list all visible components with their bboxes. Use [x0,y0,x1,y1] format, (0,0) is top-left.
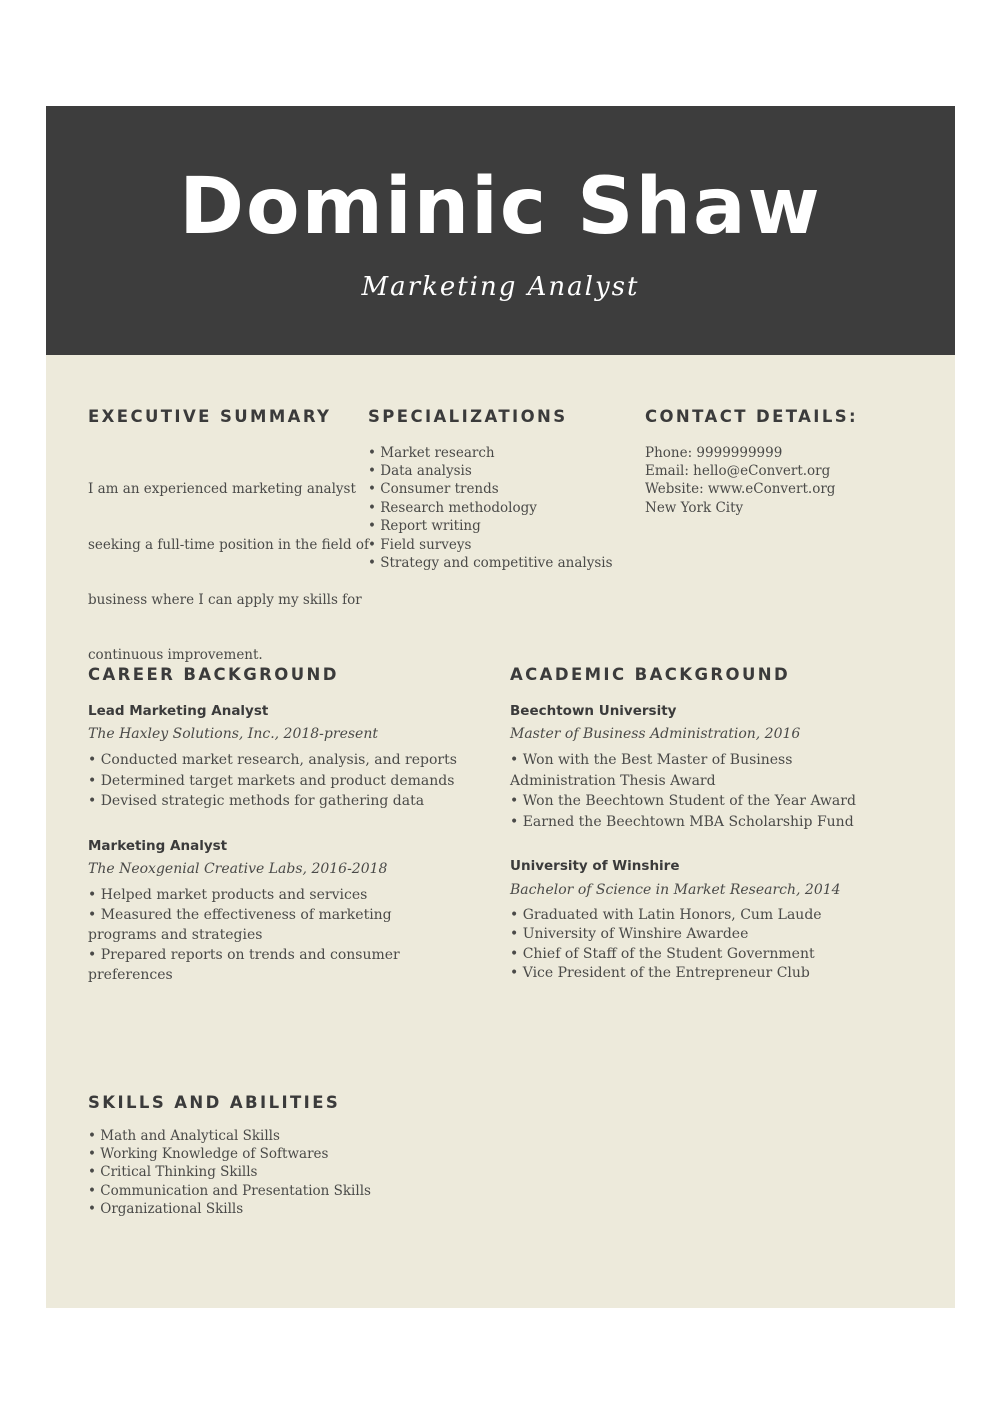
school-name: University of Winshire [510,858,680,874]
executive-summary-section [88,407,370,701]
list-item: • Math and Analytical Skills [88,1127,280,1144]
list-item: • Devised strategic methods for gathering data [88,793,425,809]
list-item: • Chief of Staff of the Student Government [510,945,815,962]
job-bullets [88,885,463,985]
list-item: • Research methodology [368,499,537,516]
list-item: • Won the Beechtown Student of the Year Award [510,793,856,809]
list-item: • Data analysis [368,462,472,479]
school-entry [510,702,875,833]
summary-line: continuous improvement. [88,646,263,663]
list-item: • Market research [368,444,495,461]
job-company: The Haxley Solutions, Inc., 2018-present [88,726,378,742]
academic-heading: ACADEMIC BACKGROUND [510,665,791,684]
academic-section [510,667,875,1012]
list-item: • Organizational Skills [88,1201,244,1218]
list-item: • Determined target markets and product demands [88,772,455,789]
list-item: • Won with the Best Master of Business Administration Thesis Award [510,752,793,789]
job-entry [88,837,463,986]
list-item: • University of Winshire Awardee [510,926,749,942]
candidate-name: Dominic Shaw [179,162,822,252]
specializations-section [368,409,628,572]
resume-header [46,106,955,355]
contact-section [645,409,915,517]
candidate-role: Marketing Analyst [361,272,640,302]
list-item: • Graduated with Latin Honors, Cum Laude [510,906,822,923]
school-bullets [510,906,875,984]
contact-website: Website: www.eConvert.org [645,481,836,498]
career-heading: CAREER BACKGROUND [88,665,339,684]
skills-list [88,1127,418,1219]
specializations-list [368,444,628,573]
list-item: • Helped market products and services [88,887,368,903]
school-entry [510,860,875,984]
job-company: The Neoxgenial Creative Labs, 2016-2018 [88,861,388,877]
resume-sheet [46,106,955,1308]
career-section [88,667,463,1013]
list-item: • Report writing [368,518,481,535]
list-item: • Conducted market research, analysis, and reports [88,752,457,768]
list-item: • Earned the Beechtown MBA Scholarship Fund [510,813,854,830]
list-item: • Consumer trends [368,481,499,498]
executive-summary-text [88,444,370,702]
summary-line: I am an experienced marketing analyst [88,481,356,498]
list-item: • Field surveys [368,536,472,553]
list-item: • Measured the effectiveness of marketing programs and strategies [88,907,392,943]
list-item: • Strategy and competitive analysis [368,554,613,571]
job-entry [88,702,463,812]
contact-list [645,444,915,518]
executive-summary-heading: EXECUTIVE SUMMARY [88,407,332,426]
contact-phone: Phone: 9999999999 [645,444,783,461]
specializations-heading: SPECIALIZATIONS [368,407,568,426]
summary-line: business where I can apply my skills for [88,591,362,608]
list-item: • Vice President of the Entrepreneur Club [510,965,810,981]
school-bullets [510,750,875,832]
school-name: Beechtown University [510,702,677,719]
contact-city: New York City [645,499,744,516]
skills-section [88,1095,418,1219]
list-item: • Working Knowledge of Softwares [88,1145,329,1162]
list-item: • Critical Thinking Skills [88,1164,258,1181]
job-title: Marketing Analyst [88,837,228,854]
skills-heading: SKILLS AND ABILITIES [88,1093,341,1112]
school-degree: Master of Business Administration, 2016 [510,726,801,742]
contact-email: Email: hello@eConvert.org [645,462,831,479]
contact-heading: CONTACT DETAILS: [645,407,859,426]
job-bullets [88,750,463,812]
list-item: • Prepared reports on trends and consumer preferences [88,947,400,983]
summary-line: seeking a full-time position in the field of [88,536,370,553]
school-degree: Bachelor of Science in Market Research, 2014 [510,881,841,898]
job-title: Lead Marketing Analyst [88,702,269,719]
list-item: • Communication and Presentation Skills [88,1182,371,1199]
